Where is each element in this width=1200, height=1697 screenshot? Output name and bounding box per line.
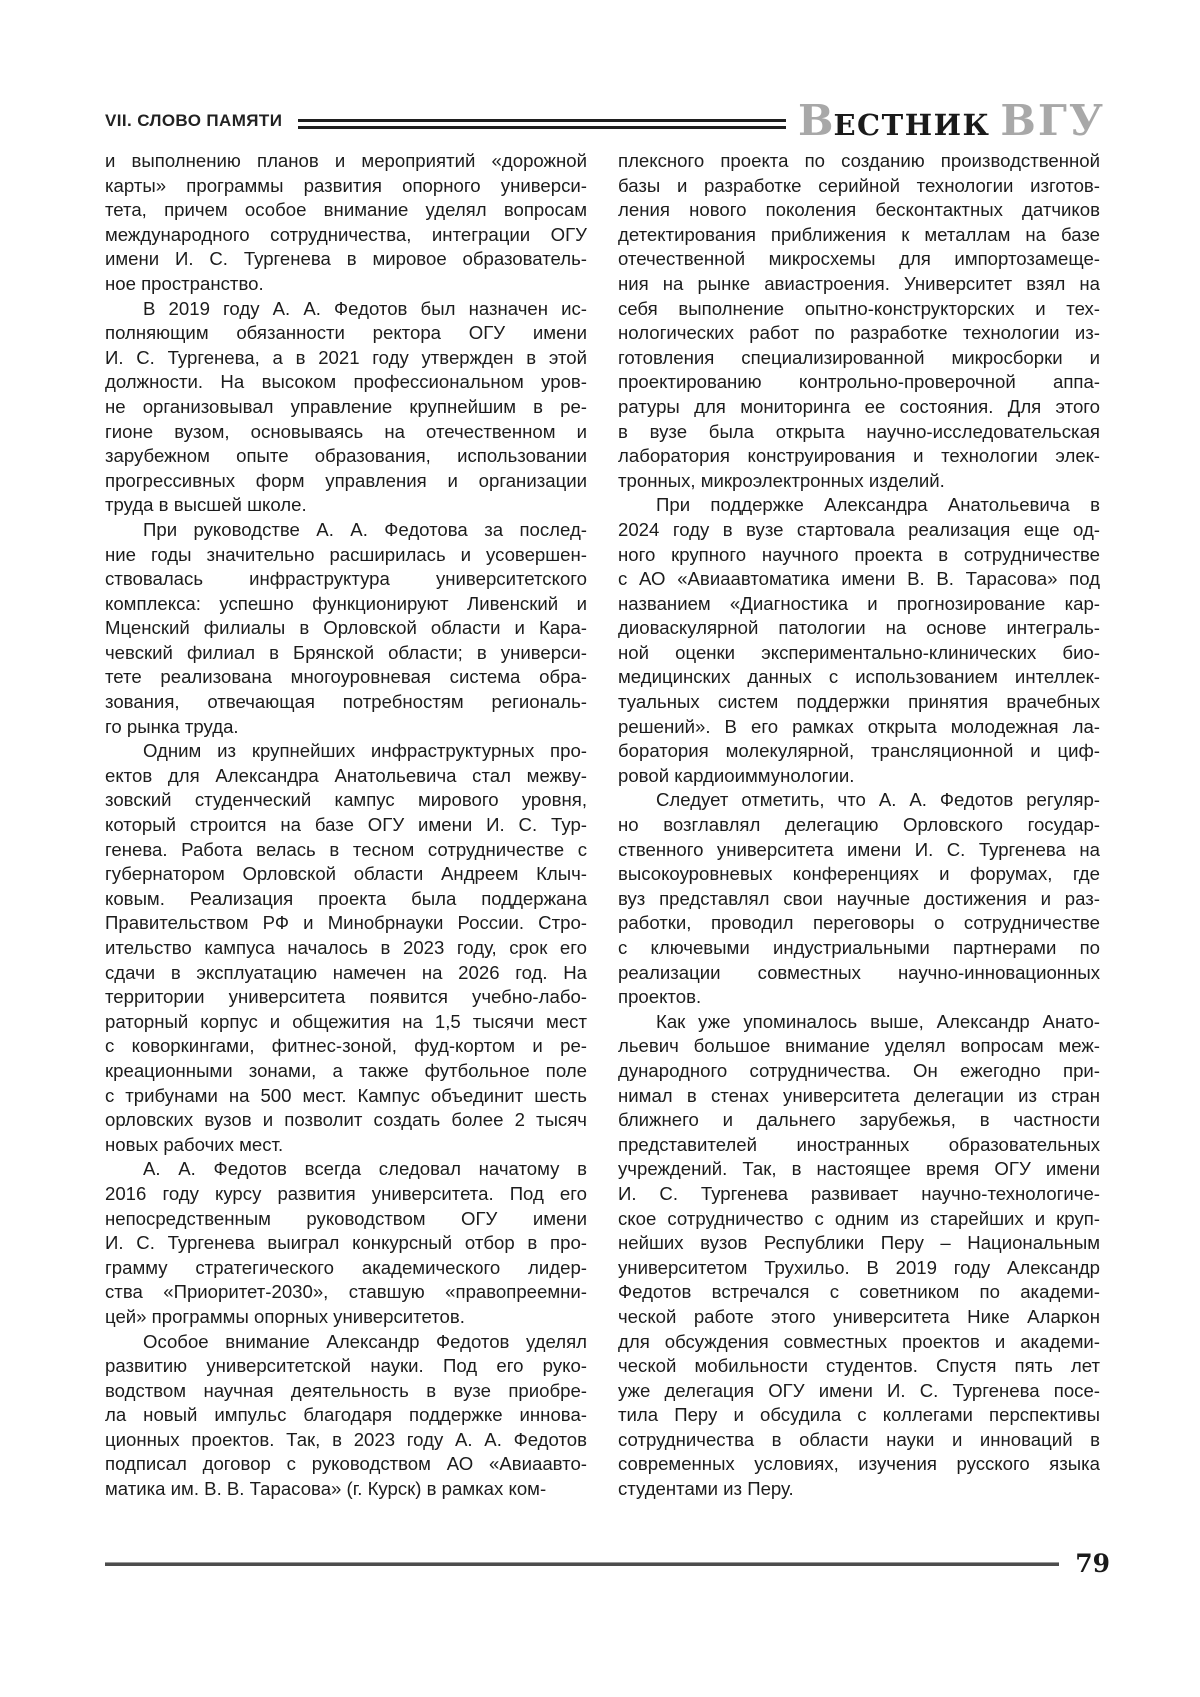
header-divider [298,119,786,129]
text-line: полняющим обязанности ректора ОГУ имени [105,322,587,344]
text-line: Федотов встречался с советником по академи- [618,1281,1100,1303]
text-line: дународного сотрудничества. Он ежегодно при- [618,1059,1100,1081]
text-line: проектов. [618,986,702,1008]
text-line: с ключевыми индустриальными партнерами по [618,937,1100,958]
text-line: ционных проектов. Так, в 2023 году А. А. Федотов [105,1428,587,1450]
text-line: университетом Трухильо. В 2019 году Александр [618,1256,1100,1278]
text-line: с АО «Авиаавтоматика имени В. В. Тарасова» под [618,568,1100,590]
text-line: имени И. С. Тургенева в мировое образователь- [105,248,587,270]
text-line: высокоуровневых конференциях и форумах, где [618,863,1100,885]
text-line: чевский филиал в Брянской области; в универси- [105,641,587,663]
text-line: территории университета появится учебно-лабо- [105,986,587,1008]
text-line: 2024 году в вузе стартовала реализация еще од- [618,518,1100,540]
text-line: Мценский филиалы в Орловской области и Кара- [105,617,587,639]
text-line: льевич большое внимание уделял вопросам меж- [618,1035,1100,1057]
text-line: А. А. Федотов всегда следовал начатому в [143,1158,587,1180]
text-line: ительство кампуса началось в 2023 году, срок его [105,937,587,958]
text-line: тете реализована многоуровневая система обра- [105,666,587,688]
text-line: боратория молекулярной, трансляционной и циф- [618,740,1100,762]
text-line: названием «Диагностика и прогнозирование кар- [618,592,1100,614]
text-line: туальных систем поддержки принятия врачебных [618,691,1100,713]
text-line: ровой кардиоиммунологии. [618,764,855,786]
text-line: реализации совместных научно-инновационных [618,961,1100,983]
text-line: готовления специализированной микросборки и [618,346,1100,368]
text-line: учреждений. Так, в настоящее время ОГУ имени [618,1158,1100,1180]
paragraph [618,1010,1100,1502]
text-line: нейших вузов Республики Перу – Национальным [618,1232,1100,1254]
text-line: ного крупного научного проекта в сотрудничестве [618,543,1100,565]
text-line: решений». В его рамках открыта молодежная ла- [618,715,1100,737]
text-line: плексного проекта по созданию производственной [618,150,1100,171]
paragraph [105,1330,587,1502]
text-line: сдачи в эксплуатацию намечен на 2026 год. На [105,961,587,983]
page-header [105,96,1105,145]
text-line: ратуры для мониторинга ее состояния. Для этого [618,395,1100,417]
paragraph [105,297,587,518]
section-title: VII. СЛОВО ПАМЯТИ [105,111,283,130]
text-line: И. С. Тургенева, а в 2021 году утвержден в этой [105,346,587,368]
text-line: вуз представлял свои научные достижения и раз- [618,887,1100,909]
text-line: работки, проводил переговоры о сотрудничестве [618,912,1100,934]
text-line: с коворкингами, фитнес-зоной, фуд-кортом и ре- [105,1035,587,1057]
text-line: И. С. Тургенева выиграл конкурсный отбор в про- [105,1232,587,1254]
text-line: ствовалась инфраструктура университетского [105,568,587,590]
left-column [105,149,587,1502]
text-line: генева. Работа велась в тесном сотрудничестве с [105,838,587,860]
page-footer [105,1549,1110,1578]
text-line: ковым. Реализация проекта была поддержана [105,887,587,909]
text-line: 2016 году курсу развития университета. Под его [105,1182,587,1204]
text-line: ства «Приоритет-2030», ставшую «правопреемни- [105,1281,587,1303]
text-line: ское сотрудничество с одним из старейших и круп- [618,1207,1100,1229]
paragraph [105,739,587,1157]
text-line: карты» программы развития опорного универси- [105,174,587,196]
text-line: ственного университета имени И. С. Тургенева на [618,838,1100,860]
text-line: лаборатория конструирования и технологии элек- [618,445,1100,467]
text-line: зовский студенческий кампус мирового уровня, [105,789,587,811]
text-line: раторный корпус и общежития на 1,5 тысячи мест [105,1010,587,1032]
text-line: ние годы значительно расширилась и усовершен- [105,543,587,565]
article-body [105,149,1100,1502]
text-line: ной оценки экспериментально-клинических био- [618,641,1100,663]
text-line: зования, отвечающая потребностям региональ- [105,691,587,713]
text-line: ческой мобильности студентов. Спустя пять лет [618,1355,1100,1377]
text-line: международного сотрудничества, интеграции ОГУ [105,223,587,245]
text-line: губернатором Орловской области Андреем Клыч- [105,863,587,885]
text-line: детектирования приближения к металлам на базе [618,223,1100,245]
text-line: И. С. Тургенева развивает научно-технологиче- [618,1182,1100,1204]
text-line: но возглавлял делегацию Орловского государ- [618,814,1100,836]
text-line: современных условиях, изучения русского языка [618,1453,1100,1475]
text-line: для обсуждения совместных проектов и академи- [618,1330,1100,1352]
text-line: гионе вузом, основываясь на отечественном и [105,420,587,442]
text-line: представителей иностранных образовательных [618,1133,1100,1155]
text-line: сотрудничества в области науки и инноваций в [618,1428,1100,1450]
right-column [618,149,1100,1502]
paragraph [105,1157,587,1329]
text-line: труда в высшей школе. [105,494,307,516]
text-line: в вузе была открыта научно-исследовательская [618,420,1100,442]
text-line: с трибунами на 500 мест. Кампус объединит шесть [105,1084,587,1106]
text-line: нологических работ по разработке технологии из- [618,322,1100,344]
text-line: комплекса: успешно функционируют Ливенский и [105,592,587,614]
text-line: Следует отметить, что А. А. Федотов регуляр- [656,789,1100,811]
text-line: При руководстве А. А. Федотова за послед- [143,518,587,540]
text-line: развитию университетской науки. Под его руко- [105,1355,587,1377]
journal-logo [797,96,1105,145]
text-line: грамму стратегического академического лидер- [105,1256,587,1278]
text-line: отечественной микросхемы для импортозамеще- [618,248,1100,270]
text-line: тронных, микроэлектронных изделий. [618,469,945,491]
text-line: цей» программы опорных университетов. [105,1305,465,1327]
text-line: Одним из крупнейших инфраструктурных про- [143,740,587,762]
text-line: подписал договор с руководством АО «Авиаавто- [105,1453,587,1475]
footer-divider [105,1562,1059,1566]
text-line: го рынка труда. [105,715,239,737]
text-line: тета, причем особое внимание уделял вопросам [105,199,587,221]
text-line: тила Перу и обсудила с коллегами перспективы [618,1404,1100,1426]
paragraph [105,518,587,739]
text-line: зарубежном опыте образования, использовании [105,445,587,467]
text-line: креационными зонами, а также футбольное поле [105,1059,587,1081]
text-line: непосредственным руководством ОГУ имени [105,1207,587,1229]
text-line: Правительством РФ и Минобрнауки России. Стро- [105,912,587,934]
text-line: прогрессивных форм управления и организации [105,469,587,491]
text-line: нимал в стенах университета делегации из стран [618,1084,1100,1106]
text-line: ления нового поколения бесконтактных датчиков [618,199,1100,221]
journal-logo-abbr: ВГУ [1000,96,1105,145]
page-number: 79 [1075,1549,1110,1578]
text-line: диоваскулярной патологии на основе интеграль- [618,617,1100,639]
paragraph [618,493,1100,788]
text-line: В 2019 году А. А. Федотов был назначен ис- [143,297,587,319]
text-line: водством научная деятельность в вузе приобре- [105,1379,587,1401]
text-line: студентами из Перу. [618,1478,794,1500]
text-line: Как уже упоминалось выше, Александр Анато- [656,1010,1100,1032]
text-line: ния на рынке авиастроения. Университет взял на [618,272,1100,294]
text-line: При поддержке Александра Анатольевича в [656,494,1100,516]
text-line: новых рабочих мест. [105,1133,284,1155]
text-line: должности. На высоком профессиональном уров- [105,371,587,393]
paragraph [618,788,1100,1009]
text-line: ческой работе этого университета Нике Аларкон [618,1305,1100,1327]
paragraph [105,149,587,297]
text-line: проектированию контрольно-проверочной аппа- [618,371,1100,393]
text-line: и выполнению планов и мероприятий «дорожной [105,150,587,171]
text-line: уже делегация ОГУ имени И. С. Тургенева посе- [618,1379,1100,1401]
text-line: ное пространство. [105,272,264,294]
text-line: медицинских данных с использованием интеллек- [618,666,1100,688]
journal-logo-rest: ЕСТНИК [833,108,991,142]
paragraph [618,149,1100,493]
text-line: орловских вузов и позволит создать более 2 тысяч [105,1109,587,1131]
text-line: базы и разработке серийной технологии изготов- [618,174,1100,196]
text-line: матика им. В. В. Тарасова» (г. Курск) в рамках ком- [105,1478,547,1500]
text-line: ла новый импульс благодаря поддержке иннова- [105,1404,587,1426]
journal-logo-initial: В [797,96,834,145]
text-line: ближнего и дальнего зарубежья, в частности [618,1109,1100,1131]
text-line: себя выполнение опытно-конструкторских и тех- [618,297,1100,319]
text-line: не организовывал управление крупнейшим в ре- [105,395,587,417]
text-line: ектов для Александра Анатольевича стал межву- [105,764,587,786]
text-line: Особое внимание Александр Федотов уделял [143,1330,587,1352]
text-line: который строится на базе ОГУ имени И. С. Тур- [105,814,587,836]
